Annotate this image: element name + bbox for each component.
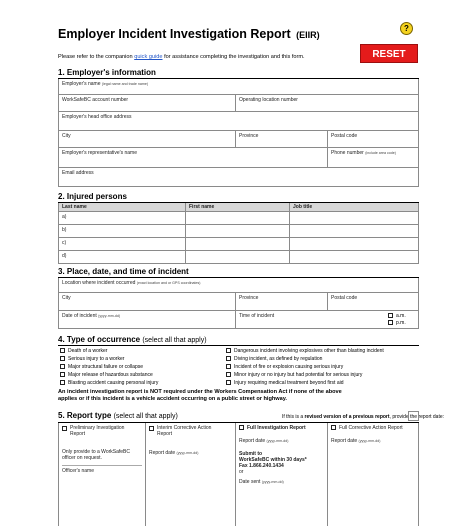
injured-row-d-first[interactable] bbox=[186, 251, 290, 264]
col-last-label: Last name bbox=[62, 204, 87, 210]
or-text: or bbox=[239, 469, 244, 475]
help-icon[interactable]: ? bbox=[400, 22, 413, 35]
employer-name-label: Employer's name bbox=[62, 81, 101, 87]
interim-date-field[interactable] bbox=[149, 450, 232, 456]
incident-date-label: Date of incident bbox=[62, 313, 97, 319]
injured-row-c-first[interactable] bbox=[186, 238, 290, 251]
report-interim-column bbox=[146, 423, 236, 526]
pm-checkbox[interactable] bbox=[388, 320, 393, 325]
full-corr-date-field[interactable] bbox=[331, 438, 415, 444]
account-number-label: WorkSafeBC account number bbox=[62, 97, 129, 103]
incident-time-label: Time of incident bbox=[239, 313, 275, 319]
rep-name-label: Employer's representative's name bbox=[62, 150, 137, 156]
employer-name-note: (legal name and trade name) bbox=[101, 82, 149, 86]
full-corrective-option[interactable] bbox=[331, 425, 415, 431]
am-checkbox[interactable] bbox=[388, 313, 393, 318]
injured-row-d-last[interactable] bbox=[58, 251, 186, 264]
occ-death-label: Death of a worker bbox=[68, 348, 108, 354]
location-label: Location where incident occurred bbox=[62, 280, 136, 286]
injured-row-a-first[interactable] bbox=[186, 212, 290, 225]
revised-prefix: If this is a bbox=[282, 414, 304, 420]
officer-label: Officer's name bbox=[62, 468, 94, 474]
province-label: Province bbox=[239, 133, 259, 139]
notice-line-1: An incident investigation report is NOT required under the Workers Compensation Act if none of the above bbox=[58, 389, 342, 395]
phone-label: Phone number bbox=[331, 150, 364, 156]
occ-minor-label: Minor injury or no injury but had potential for serious injury bbox=[234, 372, 363, 378]
row-label-d: d) bbox=[62, 253, 67, 259]
full-corr-date-format: (yyyy-mm-dd) bbox=[358, 439, 381, 443]
section5-title-note: (select all that apply) bbox=[113, 413, 178, 420]
incident-date-format: (yyyy-mm-dd) bbox=[98, 314, 121, 318]
injured-row-a-job[interactable] bbox=[290, 212, 419, 225]
submit-instructions bbox=[239, 451, 324, 475]
employer-name-field[interactable] bbox=[58, 79, 419, 95]
revised-date-input[interactable] bbox=[408, 411, 419, 421]
occ-diving-checkbox[interactable] bbox=[226, 356, 231, 361]
phone-note: (include area code) bbox=[365, 151, 396, 155]
col-job-label: Job title bbox=[293, 204, 313, 210]
email-field[interactable] bbox=[58, 168, 419, 187]
city-field[interactable] bbox=[58, 131, 236, 148]
city-label: City bbox=[62, 133, 71, 139]
section3-title: 3. Place, date, and time of incident bbox=[58, 267, 189, 276]
col-first-label: First name bbox=[189, 204, 215, 210]
occ-death[interactable] bbox=[60, 348, 107, 354]
section2-title: 2. Injured persons bbox=[58, 192, 127, 201]
pm-option[interactable] bbox=[388, 320, 406, 326]
date-sent-label: Date sent bbox=[239, 479, 261, 485]
pm-label: p.m. bbox=[396, 320, 406, 326]
full-investigation-option[interactable] bbox=[239, 425, 324, 431]
quick-guide-link[interactable]: quick guide bbox=[134, 54, 163, 60]
prelim-option[interactable] bbox=[62, 425, 142, 437]
col-job-title bbox=[290, 203, 419, 212]
phone-field[interactable] bbox=[328, 148, 419, 168]
occ-medical-label: Injury requiring medical treatment beyond first aid bbox=[234, 380, 344, 386]
injured-row-b-job[interactable] bbox=[290, 225, 419, 238]
full-inv-report-date-label: Report date bbox=[239, 438, 266, 444]
occ-serious-injury[interactable] bbox=[60, 356, 124, 362]
occ-fire-label: Incident of fire or explosion causing serious injury bbox=[234, 364, 344, 370]
notice-line-2: applies or if this incident is a vehicle accident occurring on a public street or highway. bbox=[58, 396, 287, 402]
occ-explosives[interactable] bbox=[226, 348, 384, 354]
submit-line-1: Submit to bbox=[239, 451, 263, 457]
incident-postal-field[interactable] bbox=[328, 293, 419, 311]
head-office-field[interactable] bbox=[58, 112, 419, 131]
interim-checkbox[interactable] bbox=[149, 426, 154, 431]
only-provide-text: Only provide to a WorkSafeBC officer on request. bbox=[62, 449, 130, 461]
full-inv-date-field[interactable] bbox=[239, 438, 324, 444]
location-note: (exact location and or GPS coordinates) bbox=[136, 281, 201, 285]
full-corrective-label: Full Corrective Action Report bbox=[339, 425, 403, 431]
full-corrective-checkbox[interactable] bbox=[331, 425, 336, 430]
section5-title-text: 5. Report type bbox=[58, 411, 112, 420]
section4-title bbox=[58, 335, 207, 344]
prelim-checkbox[interactable] bbox=[62, 426, 67, 431]
account-number-field[interactable] bbox=[58, 95, 236, 112]
full-inv-date-format: (yyyy-mm-dd) bbox=[266, 439, 289, 443]
occ-medical[interactable] bbox=[226, 380, 344, 386]
incident-date-field[interactable] bbox=[58, 311, 236, 329]
occ-structural-checkbox[interactable] bbox=[60, 364, 65, 369]
section4-title-note: (select all that apply) bbox=[142, 337, 207, 344]
occ-hazardous-checkbox[interactable] bbox=[60, 372, 65, 377]
revised-bold: revised version of a previous report bbox=[304, 414, 390, 420]
operating-location-field[interactable] bbox=[236, 95, 419, 112]
email-label: Email address bbox=[62, 170, 94, 176]
occ-fire-checkbox[interactable] bbox=[226, 364, 231, 369]
rep-name-field[interactable] bbox=[58, 148, 328, 168]
section1-title: 1. Employer's information bbox=[58, 68, 156, 77]
injured-row-b-last[interactable] bbox=[58, 225, 186, 238]
occ-blasting-checkbox[interactable] bbox=[60, 380, 65, 385]
submit-line-2: WorkSafeBC within 30 days* bbox=[239, 457, 307, 463]
intro-after: for assistance completing the investigation and this form. bbox=[164, 54, 305, 60]
injured-row-a-last[interactable] bbox=[58, 212, 186, 225]
reset-button[interactable]: RESET bbox=[360, 44, 418, 63]
occ-minor[interactable] bbox=[226, 372, 362, 378]
col-first-name bbox=[186, 203, 290, 212]
form-title bbox=[58, 27, 320, 41]
occ-blasting[interactable] bbox=[60, 380, 158, 386]
incident-city-label: City bbox=[62, 295, 71, 301]
incident-province-label: Province bbox=[239, 295, 259, 301]
full-investigation-checkbox[interactable] bbox=[239, 425, 244, 430]
date-sent-field[interactable] bbox=[239, 479, 324, 485]
incident-postal-label: Postal code bbox=[331, 295, 358, 301]
intro-before: Please refer to the companion bbox=[58, 54, 133, 60]
section5-title bbox=[58, 411, 178, 420]
section4-title-text: 4. Type of occurrence bbox=[58, 335, 141, 344]
operating-location-label: Operating location number bbox=[239, 97, 298, 103]
interim-option[interactable] bbox=[149, 425, 232, 437]
report-full-investigation-column bbox=[236, 423, 328, 526]
intro-text bbox=[58, 54, 305, 60]
occ-medical-checkbox[interactable] bbox=[226, 380, 231, 385]
report-full-corrective-column bbox=[328, 423, 419, 526]
occ-structural[interactable] bbox=[60, 364, 143, 370]
injured-row-c-job[interactable] bbox=[290, 238, 419, 251]
am-option[interactable] bbox=[388, 313, 406, 319]
occ-hazardous[interactable] bbox=[60, 372, 153, 378]
injured-row-d-job[interactable] bbox=[290, 251, 419, 264]
occ-minor-checkbox[interactable] bbox=[226, 372, 231, 377]
occ-diving-label: Diving incident, as defined by regulation bbox=[234, 356, 323, 362]
prelim-officer-field[interactable] bbox=[62, 465, 142, 474]
row-label-b: b) bbox=[62, 227, 67, 233]
revised-note bbox=[282, 414, 444, 420]
injured-row-c-last[interactable] bbox=[58, 238, 186, 251]
injured-row-b-first[interactable] bbox=[186, 225, 290, 238]
col-last-name bbox=[58, 203, 186, 212]
incident-location-field[interactable] bbox=[58, 278, 419, 293]
report-prelim-column bbox=[58, 423, 146, 526]
title-text: Employer Incident Investigation Report bbox=[58, 27, 291, 41]
row-label-a: a) bbox=[62, 214, 67, 220]
incident-city-field[interactable] bbox=[58, 293, 236, 311]
incident-province-field[interactable] bbox=[236, 293, 328, 311]
province-field[interactable] bbox=[236, 131, 328, 148]
section4-notice bbox=[58, 389, 419, 403]
occ-explosives-label: Dangerous incident involving explosives other than blasting incident bbox=[234, 348, 384, 354]
title-abbr: (EIIR) bbox=[296, 30, 320, 40]
interim-report-date-label: Report date bbox=[149, 450, 176, 456]
revised-suffix: , provide the report date: bbox=[389, 414, 445, 420]
occ-death-checkbox[interactable] bbox=[60, 348, 65, 353]
section4-rule bbox=[58, 345, 419, 346]
interim-label: Interim Corrective Action Report bbox=[157, 425, 212, 437]
occ-explosives-checkbox[interactable] bbox=[226, 348, 231, 353]
row-label-c: c) bbox=[62, 240, 67, 246]
am-label: a.m. bbox=[396, 313, 406, 319]
head-office-label: Employer's head office address bbox=[62, 114, 132, 120]
occ-diving[interactable] bbox=[226, 356, 322, 362]
occ-hazardous-label: Major release of hazardous substance bbox=[68, 372, 153, 378]
occ-blasting-label: Blasting accident causing personal injury bbox=[68, 380, 159, 386]
occ-serious-injury-checkbox[interactable] bbox=[60, 356, 65, 361]
prelim-label: Preliminary Investigation Report bbox=[70, 425, 125, 437]
occ-serious-injury-label: Serious injury to a worker bbox=[68, 356, 125, 362]
full-corr-report-date-label: Report date bbox=[331, 438, 358, 444]
occ-fire[interactable] bbox=[226, 364, 343, 370]
full-investigation-label: Full Investigation Report bbox=[247, 425, 306, 431]
postal-code-field[interactable] bbox=[328, 131, 419, 148]
postal-code-label: Postal code bbox=[331, 133, 358, 139]
interim-date-format: (yyyy-mm-dd) bbox=[176, 451, 199, 455]
occ-structural-label: Major structural failure or collapse bbox=[68, 364, 144, 370]
fax-number: Fax 1.866.240.1434 bbox=[239, 463, 284, 469]
date-sent-format: (yyyy-mm-dd) bbox=[261, 480, 284, 484]
